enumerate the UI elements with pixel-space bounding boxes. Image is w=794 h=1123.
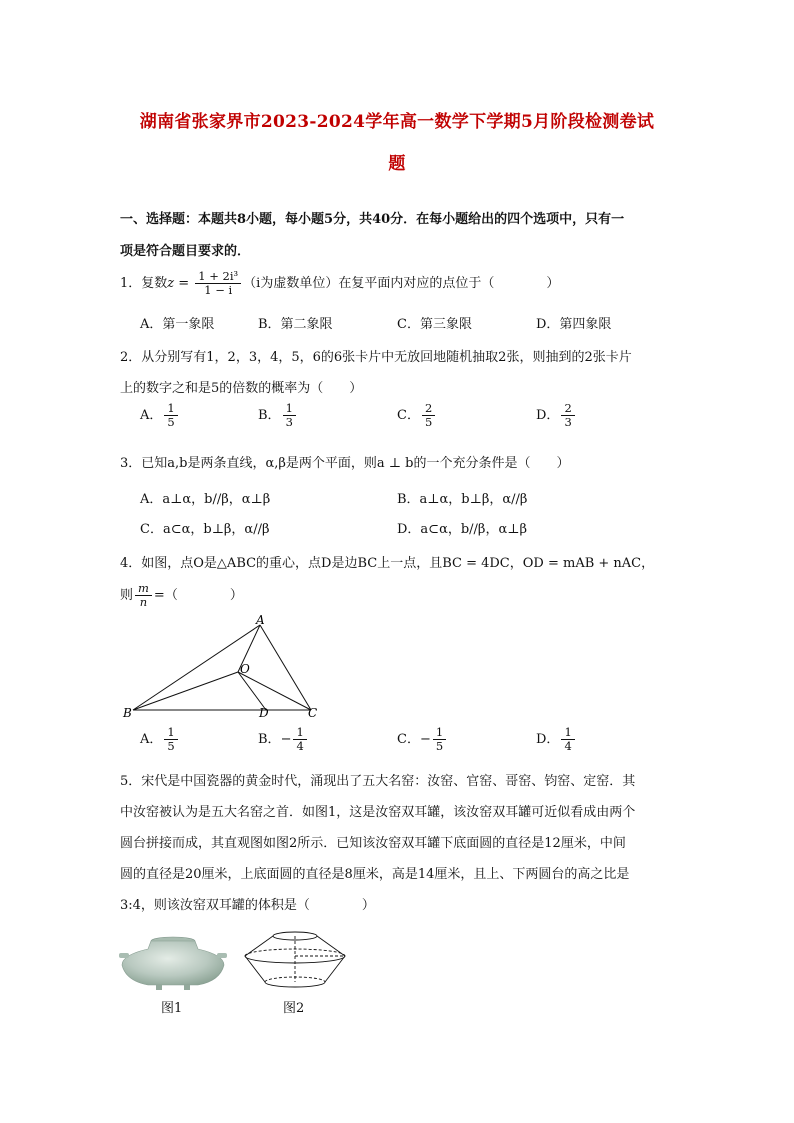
q1-option-c[interactable]: C．第三象限 xyxy=(397,317,472,332)
triangle-figure xyxy=(118,615,328,725)
option-fraction xyxy=(561,726,574,753)
option-sign: − xyxy=(419,732,431,748)
question-5-line-2: 中汝窑被认为是五大名窑之首．如图1，这是汝窑双耳罐，该汝窑双耳罐可近似看成由两个 xyxy=(120,805,636,820)
q3-option-d[interactable]: D．a⊂α，b//β，α⊥β xyxy=(397,522,527,537)
option-label: B． xyxy=(258,408,281,424)
question-5: 5．宋代是中国瓷器的黄金时代，涌现出了五大名窑：汝窑、官窑、哥窑、钧窑、定窑．其 xyxy=(120,774,636,789)
option-label: A． xyxy=(140,732,163,748)
option-fraction xyxy=(164,726,177,753)
q1-option-d[interactable]: D．第四象限 xyxy=(536,317,612,332)
option-fraction xyxy=(283,402,296,429)
question-2: 2．从分别写有1，2，3，4，5，6的6张卡片中无放回地随机抽取2张，则抽到的2张卡片 xyxy=(120,350,632,365)
segment-od xyxy=(238,672,266,710)
question-5-line-4: 圆的直径是20厘米，上底面圆的直径是8厘米，高是14厘米，且上、下两圆台的高之比是 xyxy=(120,867,630,882)
bottom-circle-front xyxy=(265,982,325,987)
q4-option-a[interactable] xyxy=(140,726,180,753)
page-title-continued: 题 xyxy=(388,154,406,174)
numerator: m xyxy=(135,582,152,596)
denominator: 4 xyxy=(564,739,572,754)
question-2-continued: 上的数字之和是5的倍数的概率为（ ） xyxy=(120,381,363,396)
numerator: 1 xyxy=(293,726,306,740)
point-o-label: O xyxy=(240,662,250,676)
option-fraction xyxy=(422,402,435,429)
denominator: 5 xyxy=(167,739,175,754)
point-a-label: A xyxy=(256,615,265,627)
point-d-label: D xyxy=(259,706,269,720)
question-4-continued xyxy=(120,582,243,609)
q4-ratio-fraction xyxy=(135,582,152,609)
option-label: D． xyxy=(536,408,560,424)
denominator: n xyxy=(139,595,148,610)
q1-variable: z = xyxy=(167,276,190,292)
option-fraction xyxy=(293,726,306,753)
denominator: 5 xyxy=(167,415,175,430)
numerator: 2 xyxy=(422,402,435,416)
denominator: 4 xyxy=(296,739,304,754)
option-label: B． xyxy=(258,732,281,748)
q4-option-d[interactable] xyxy=(536,726,577,753)
frustum-diagram xyxy=(240,928,350,993)
q4-suffix: =（ ） xyxy=(153,588,243,604)
q3-option-b[interactable]: B．a⊥α，b⊥β，α//β xyxy=(397,492,528,507)
segment-bo xyxy=(133,672,238,710)
q1-denominator: 1 − i xyxy=(204,283,233,298)
q4-option-c[interactable] xyxy=(397,726,448,753)
option-fraction xyxy=(433,726,446,753)
q3-option-a[interactable]: A．a⊥α，b//β，α⊥β xyxy=(140,492,271,507)
question-3: 3．已知a,b是两条直线，α,β是两个平面，则a ⊥ b的一个充分条件是（ ） xyxy=(120,456,570,471)
question-5-line-5: 3:4，则该汝窑双耳罐的体积是（ ） xyxy=(120,898,375,913)
numerator: 1 xyxy=(164,402,177,416)
q1-suffix: （i为虚数单位）在复平面内对应的点位于（ ） xyxy=(243,276,560,292)
q1-fraction xyxy=(195,270,241,297)
denominator: 3 xyxy=(564,415,572,430)
denominator: 5 xyxy=(424,415,433,430)
numerator: 2 xyxy=(561,402,574,416)
q4-option-b[interactable] xyxy=(258,726,309,753)
page-title: 湖南省张家界市2023-2024学年高一数学下学期5月阶段检测卷试 xyxy=(139,112,655,132)
option-label: C． xyxy=(397,408,420,424)
figure-1-label: 图1 xyxy=(161,1001,183,1016)
option-label: D． xyxy=(536,732,560,748)
option-fraction xyxy=(561,402,574,429)
question-5-line-3: 圆台拼接而成，其直观图如图2所示．已知该汝窑双耳罐下底面圆的直径是12厘米，中间 xyxy=(120,836,626,851)
option-label: C． xyxy=(397,732,420,748)
q2-option-c[interactable] xyxy=(397,402,437,429)
jar-photo xyxy=(118,933,228,993)
point-b-label: B xyxy=(123,706,132,720)
denominator: 3 xyxy=(285,415,293,430)
numerator: 1 xyxy=(561,726,574,740)
q3-option-c[interactable]: C．a⊂α，b⊥β，α//β xyxy=(140,522,270,537)
section-heading-continued: 项是符合题目要求的． xyxy=(120,244,251,259)
q4-prefix: 则 xyxy=(120,588,134,604)
option-sign: − xyxy=(280,732,292,748)
point-c-label: C xyxy=(308,706,318,720)
numerator: 1 xyxy=(433,726,446,740)
numerator: 1 xyxy=(164,726,177,740)
q2-option-d[interactable] xyxy=(536,402,577,429)
q1-numerator: 1 + 2i³ xyxy=(195,270,241,284)
denominator: 5 xyxy=(435,739,444,754)
question-4: 4．如图，点O是△ABC的重心，点D是边BC上一点，且BC = 4DC，OD = mAB + nAC， xyxy=(120,556,655,571)
question-1 xyxy=(120,270,559,297)
q1-prefix: 1．复数 xyxy=(120,276,168,292)
q2-option-a[interactable] xyxy=(140,402,180,429)
q2-option-b[interactable] xyxy=(258,402,298,429)
option-label: A． xyxy=(140,408,163,424)
q1-option-a[interactable]: A．第一象限 xyxy=(140,317,215,332)
numerator: 1 xyxy=(283,402,296,416)
q1-option-b[interactable]: B．第二象限 xyxy=(258,317,333,332)
section-heading: 一、选择题：本题共8小题，每小题5分，共40分．在每小题给出的四个选项中，只有一 xyxy=(120,212,625,227)
figure-2-label: 图2 xyxy=(283,1001,305,1016)
option-fraction xyxy=(164,402,177,429)
